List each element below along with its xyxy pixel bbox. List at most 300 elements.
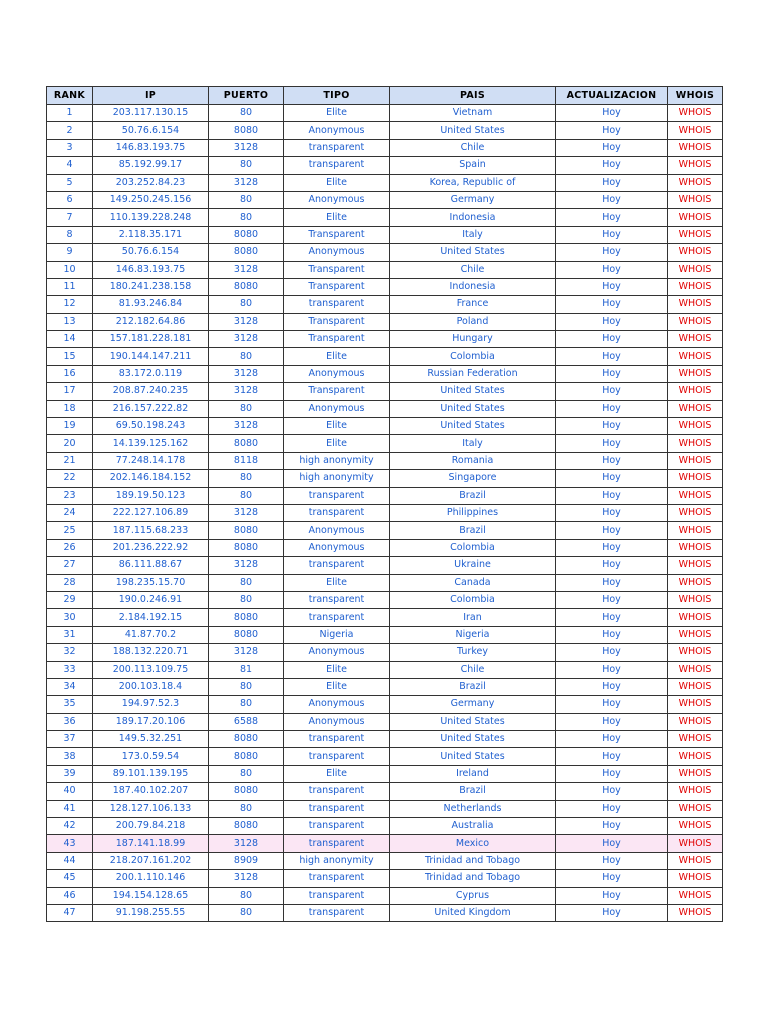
pais-cell: France — [390, 296, 556, 313]
tipo-cell: Anonymous — [284, 400, 390, 417]
pais-cell: United States — [390, 731, 556, 748]
table-row — [47, 226, 723, 243]
whois-link[interactable]: WHOIS — [668, 209, 723, 226]
actualizacion-cell: Hoy — [556, 818, 668, 835]
actualizacion-cell: Hoy — [556, 209, 668, 226]
rank-cell: 40 — [47, 783, 93, 800]
puerto-cell: 80 — [209, 574, 284, 591]
ip-cell: 222.127.106.89 — [93, 504, 209, 521]
tipo-cell: Elite — [284, 435, 390, 452]
ip-cell: 200.103.18.4 — [93, 678, 209, 695]
puerto-cell: 80 — [209, 696, 284, 713]
table-row — [47, 887, 723, 904]
pais-cell: Poland — [390, 313, 556, 330]
tipo-cell: transparent — [284, 835, 390, 852]
table-row — [47, 591, 723, 608]
actualizacion-cell: Hoy — [556, 174, 668, 191]
whois-link[interactable]: WHOIS — [668, 696, 723, 713]
rank-cell: 6 — [47, 191, 93, 208]
actualizacion-cell: Hoy — [556, 748, 668, 765]
table-row — [47, 278, 723, 295]
pais-cell: Russian Federation — [390, 365, 556, 382]
whois-link[interactable]: WHOIS — [668, 661, 723, 678]
actualizacion-cell: Hoy — [556, 870, 668, 887]
table-row — [47, 609, 723, 626]
actualizacion-cell: Hoy — [556, 678, 668, 695]
header-puerto: PUERTO — [209, 87, 284, 105]
whois-link[interactable]: WHOIS — [668, 174, 723, 191]
tipo-cell: transparent — [284, 591, 390, 608]
tipo-cell: transparent — [284, 887, 390, 904]
puerto-cell: 3128 — [209, 835, 284, 852]
table-row — [47, 487, 723, 504]
ip-cell: 202.146.184.152 — [93, 470, 209, 487]
whois-link[interactable]: WHOIS — [668, 365, 723, 382]
rank-cell: 34 — [47, 678, 93, 695]
actualizacion-cell: Hoy — [556, 887, 668, 904]
pais-cell: Mexico — [390, 835, 556, 852]
tipo-cell: Anonymous — [284, 122, 390, 139]
actualizacion-cell: Hoy — [556, 765, 668, 782]
puerto-cell: 8080 — [209, 748, 284, 765]
whois-link[interactable]: WHOIS — [668, 418, 723, 435]
actualizacion-cell: Hoy — [556, 835, 668, 852]
puerto-cell: 80 — [209, 348, 284, 365]
ip-cell: 216.157.222.82 — [93, 400, 209, 417]
whois-link[interactable]: WHOIS — [668, 191, 723, 208]
tipo-cell: transparent — [284, 139, 390, 156]
actualizacion-cell: Hoy — [556, 244, 668, 261]
actualizacion-cell: Hoy — [556, 139, 668, 156]
ip-cell: 200.1.110.146 — [93, 870, 209, 887]
puerto-cell: 80 — [209, 400, 284, 417]
ip-cell: 110.139.228.248 — [93, 209, 209, 226]
whois-link[interactable]: WHOIS — [668, 748, 723, 765]
pais-cell: Netherlands — [390, 800, 556, 817]
puerto-cell: 80 — [209, 105, 284, 122]
tipo-cell: Anonymous — [284, 244, 390, 261]
ip-cell: 189.19.50.123 — [93, 487, 209, 504]
tipo-cell: Elite — [284, 678, 390, 695]
tipo-cell: high anonymity — [284, 470, 390, 487]
whois-link[interactable]: WHOIS — [668, 904, 723, 921]
ip-cell: 173.0.59.54 — [93, 748, 209, 765]
tipo-cell: high anonymity — [284, 852, 390, 869]
rank-cell: 22 — [47, 470, 93, 487]
table-row — [47, 765, 723, 782]
whois-link[interactable]: WHOIS — [668, 626, 723, 643]
puerto-cell: 6588 — [209, 713, 284, 730]
puerto-cell: 3128 — [209, 383, 284, 400]
tipo-cell: Anonymous — [284, 539, 390, 556]
table-row — [47, 800, 723, 817]
puerto-cell: 80 — [209, 800, 284, 817]
table-row — [47, 852, 723, 869]
ip-cell: 69.50.198.243 — [93, 418, 209, 435]
actualizacion-cell: Hoy — [556, 644, 668, 661]
puerto-cell: 8118 — [209, 452, 284, 469]
actualizacion-cell: Hoy — [556, 296, 668, 313]
rank-cell: 4 — [47, 157, 93, 174]
ip-cell: 212.182.64.86 — [93, 313, 209, 330]
puerto-cell: 8080 — [209, 626, 284, 643]
ip-cell: 200.79.84.218 — [93, 818, 209, 835]
rank-cell: 33 — [47, 661, 93, 678]
pais-cell: Indonesia — [390, 278, 556, 295]
puerto-cell: 8080 — [209, 122, 284, 139]
actualizacion-cell: Hoy — [556, 313, 668, 330]
pais-cell: Germany — [390, 191, 556, 208]
pais-cell: Italy — [390, 226, 556, 243]
tipo-cell: Elite — [284, 348, 390, 365]
puerto-cell: 3128 — [209, 139, 284, 156]
tipo-cell: transparent — [284, 870, 390, 887]
ip-cell: 41.87.70.2 — [93, 626, 209, 643]
actualizacion-cell: Hoy — [556, 574, 668, 591]
puerto-cell: 8080 — [209, 278, 284, 295]
whois-link[interactable]: WHOIS — [668, 557, 723, 574]
pais-cell: Colombia — [390, 348, 556, 365]
pais-cell: Ireland — [390, 765, 556, 782]
tipo-cell: transparent — [284, 783, 390, 800]
ip-cell: 194.97.52.3 — [93, 696, 209, 713]
rank-cell: 18 — [47, 400, 93, 417]
actualizacion-cell: Hoy — [556, 226, 668, 243]
whois-link[interactable]: WHOIS — [668, 278, 723, 295]
whois-link[interactable]: WHOIS — [668, 835, 723, 852]
whois-link[interactable]: WHOIS — [668, 574, 723, 591]
table-row — [47, 870, 723, 887]
tipo-cell: Transparent — [284, 261, 390, 278]
rank-cell: 9 — [47, 244, 93, 261]
pais-cell: Spain — [390, 157, 556, 174]
actualizacion-cell: Hoy — [556, 348, 668, 365]
tipo-cell: Transparent — [284, 383, 390, 400]
whois-link[interactable]: WHOIS — [668, 331, 723, 348]
tipo-cell: transparent — [284, 157, 390, 174]
whois-link[interactable]: WHOIS — [668, 539, 723, 556]
table-row — [47, 191, 723, 208]
table-row — [47, 904, 723, 921]
tipo-cell: Nigeria — [284, 626, 390, 643]
actualizacion-cell: Hoy — [556, 331, 668, 348]
puerto-cell: 8080 — [209, 244, 284, 261]
pais-cell: Brazil — [390, 783, 556, 800]
puerto-cell: 8080 — [209, 435, 284, 452]
ip-cell: 81.93.246.84 — [93, 296, 209, 313]
table-row — [47, 835, 723, 852]
table-row — [47, 470, 723, 487]
table-row — [47, 626, 723, 643]
whois-link[interactable]: WHOIS — [668, 122, 723, 139]
puerto-cell: 3128 — [209, 365, 284, 382]
puerto-cell: 8080 — [209, 226, 284, 243]
rank-cell: 31 — [47, 626, 93, 643]
actualizacion-cell: Hoy — [556, 591, 668, 608]
whois-link[interactable]: WHOIS — [668, 139, 723, 156]
rank-cell: 27 — [47, 557, 93, 574]
rank-cell: 20 — [47, 435, 93, 452]
ip-cell: 218.207.161.202 — [93, 852, 209, 869]
pais-cell: Australia — [390, 818, 556, 835]
whois-link[interactable]: WHOIS — [668, 800, 723, 817]
table-row — [47, 539, 723, 556]
whois-link[interactable]: WHOIS — [668, 783, 723, 800]
rank-cell: 32 — [47, 644, 93, 661]
ip-cell: 187.115.68.233 — [93, 522, 209, 539]
header-actualizacion: ACTUALIZACION — [556, 87, 668, 105]
ip-cell: 146.83.193.75 — [93, 139, 209, 156]
whois-link[interactable]: WHOIS — [668, 400, 723, 417]
table-row — [47, 122, 723, 139]
rank-cell: 36 — [47, 713, 93, 730]
whois-link[interactable]: WHOIS — [668, 261, 723, 278]
rank-cell: 30 — [47, 609, 93, 626]
whois-link[interactable]: WHOIS — [668, 105, 723, 122]
tipo-cell: Elite — [284, 174, 390, 191]
rank-cell: 16 — [47, 365, 93, 382]
actualizacion-cell: Hoy — [556, 487, 668, 504]
pais-cell: Canada — [390, 574, 556, 591]
tipo-cell: transparent — [284, 904, 390, 921]
ip-cell: 128.127.106.133 — [93, 800, 209, 817]
ip-cell: 198.235.15.70 — [93, 574, 209, 591]
tipo-cell: Anonymous — [284, 644, 390, 661]
ip-cell: 157.181.228.181 — [93, 331, 209, 348]
whois-link[interactable]: WHOIS — [668, 383, 723, 400]
table-row — [47, 435, 723, 452]
actualizacion-cell: Hoy — [556, 122, 668, 139]
pais-cell: Brazil — [390, 678, 556, 695]
ip-cell: 2.118.35.171 — [93, 226, 209, 243]
actualizacion-cell: Hoy — [556, 522, 668, 539]
rank-cell: 7 — [47, 209, 93, 226]
tipo-cell: transparent — [284, 609, 390, 626]
puerto-cell: 80 — [209, 157, 284, 174]
rank-cell: 5 — [47, 174, 93, 191]
rank-cell: 12 — [47, 296, 93, 313]
table-row — [47, 383, 723, 400]
tipo-cell: transparent — [284, 818, 390, 835]
rank-cell: 8 — [47, 226, 93, 243]
table-row — [47, 400, 723, 417]
rank-cell: 46 — [47, 887, 93, 904]
rank-cell: 41 — [47, 800, 93, 817]
tipo-cell: Transparent — [284, 226, 390, 243]
actualizacion-cell: Hoy — [556, 661, 668, 678]
ip-cell: 187.40.102.207 — [93, 783, 209, 800]
pais-cell: Singapore — [390, 470, 556, 487]
actualizacion-cell: Hoy — [556, 365, 668, 382]
pais-cell: United States — [390, 418, 556, 435]
pais-cell: Hungary — [390, 331, 556, 348]
table-row — [47, 157, 723, 174]
puerto-cell: 80 — [209, 487, 284, 504]
ip-cell: 50.76.6.154 — [93, 122, 209, 139]
tipo-cell: transparent — [284, 731, 390, 748]
actualizacion-cell: Hoy — [556, 105, 668, 122]
table-row — [47, 331, 723, 348]
rank-cell: 3 — [47, 139, 93, 156]
table-row — [47, 644, 723, 661]
whois-link[interactable]: WHOIS — [668, 678, 723, 695]
whois-link[interactable]: WHOIS — [668, 609, 723, 626]
rank-cell: 26 — [47, 539, 93, 556]
puerto-cell: 80 — [209, 904, 284, 921]
ip-cell: 187.141.18.99 — [93, 835, 209, 852]
tipo-cell: Transparent — [284, 278, 390, 295]
puerto-cell: 8080 — [209, 818, 284, 835]
puerto-cell: 3128 — [209, 331, 284, 348]
rank-cell: 38 — [47, 748, 93, 765]
actualizacion-cell: Hoy — [556, 904, 668, 921]
whois-link[interactable]: WHOIS — [668, 296, 723, 313]
tipo-cell: Anonymous — [284, 522, 390, 539]
table-row — [47, 348, 723, 365]
table-row — [47, 139, 723, 156]
rank-cell: 39 — [47, 765, 93, 782]
pais-cell: United Kingdom — [390, 904, 556, 921]
actualizacion-cell: Hoy — [556, 278, 668, 295]
whois-link[interactable]: WHOIS — [668, 713, 723, 730]
pais-cell: Indonesia — [390, 209, 556, 226]
table-row — [47, 209, 723, 226]
puerto-cell: 8080 — [209, 539, 284, 556]
tipo-cell: Transparent — [284, 331, 390, 348]
table-row — [47, 731, 723, 748]
whois-link[interactable]: WHOIS — [668, 244, 723, 261]
actualizacion-cell: Hoy — [556, 783, 668, 800]
pais-cell: Chile — [390, 139, 556, 156]
whois-link[interactable]: WHOIS — [668, 522, 723, 539]
rank-cell: 15 — [47, 348, 93, 365]
rank-cell: 29 — [47, 591, 93, 608]
ip-cell: 50.76.6.154 — [93, 244, 209, 261]
pais-cell: Colombia — [390, 539, 556, 556]
pais-cell: Philippines — [390, 504, 556, 521]
puerto-cell: 81 — [209, 661, 284, 678]
whois-link[interactable]: WHOIS — [668, 870, 723, 887]
tipo-cell: transparent — [284, 557, 390, 574]
tipo-cell: high anonymity — [284, 452, 390, 469]
actualizacion-cell: Hoy — [556, 539, 668, 556]
proxy-list-table — [46, 86, 723, 922]
whois-link[interactable]: WHOIS — [668, 487, 723, 504]
rank-cell: 25 — [47, 522, 93, 539]
pais-cell: United States — [390, 748, 556, 765]
actualizacion-cell: Hoy — [556, 852, 668, 869]
tipo-cell: Elite — [284, 661, 390, 678]
pais-cell: Vietnam — [390, 105, 556, 122]
tipo-cell: transparent — [284, 487, 390, 504]
puerto-cell: 80 — [209, 296, 284, 313]
table-body — [47, 105, 723, 922]
tipo-cell: Anonymous — [284, 365, 390, 382]
pais-cell: United States — [390, 400, 556, 417]
whois-link[interactable]: WHOIS — [668, 731, 723, 748]
tipo-cell: Elite — [284, 105, 390, 122]
pais-cell: Brazil — [390, 522, 556, 539]
whois-link[interactable]: WHOIS — [668, 765, 723, 782]
whois-link[interactable]: WHOIS — [668, 644, 723, 661]
rank-cell: 28 — [47, 574, 93, 591]
pais-cell: Ukraine — [390, 557, 556, 574]
pais-cell: Trinidad and Tobago — [390, 870, 556, 887]
puerto-cell: 80 — [209, 191, 284, 208]
header-ip: IP — [93, 87, 209, 105]
ip-cell: 201.236.222.92 — [93, 539, 209, 556]
puerto-cell: 80 — [209, 678, 284, 695]
ip-cell: 83.172.0.119 — [93, 365, 209, 382]
rank-cell: 1 — [47, 105, 93, 122]
pais-cell: Korea, Republic of — [390, 174, 556, 191]
tipo-cell: Elite — [284, 765, 390, 782]
ip-cell: 190.144.147.211 — [93, 348, 209, 365]
whois-link[interactable]: WHOIS — [668, 226, 723, 243]
whois-link[interactable]: WHOIS — [668, 313, 723, 330]
ip-cell: 189.17.20.106 — [93, 713, 209, 730]
header-whois: WHOIS — [668, 87, 723, 105]
table-row — [47, 748, 723, 765]
header-row — [47, 87, 723, 105]
table-row — [47, 783, 723, 800]
ip-cell: 203.117.130.15 — [93, 105, 209, 122]
rank-cell: 43 — [47, 835, 93, 852]
ip-cell: 180.241.238.158 — [93, 278, 209, 295]
whois-link[interactable]: WHOIS — [668, 157, 723, 174]
actualizacion-cell: Hoy — [556, 157, 668, 174]
whois-link[interactable]: WHOIS — [668, 818, 723, 835]
ip-cell: 149.250.245.156 — [93, 191, 209, 208]
ip-cell: 208.87.240.235 — [93, 383, 209, 400]
whois-link[interactable]: WHOIS — [668, 470, 723, 487]
whois-link[interactable]: WHOIS — [668, 887, 723, 904]
actualizacion-cell: Hoy — [556, 557, 668, 574]
tipo-cell: Anonymous — [284, 696, 390, 713]
pais-cell: United States — [390, 383, 556, 400]
ip-cell: 188.132.220.71 — [93, 644, 209, 661]
ip-cell: 203.252.84.23 — [93, 174, 209, 191]
ip-cell: 86.111.88.67 — [93, 557, 209, 574]
whois-link[interactable]: WHOIS — [668, 591, 723, 608]
rank-cell: 42 — [47, 818, 93, 835]
pais-cell: Colombia — [390, 591, 556, 608]
table-row — [47, 504, 723, 521]
whois-link[interactable]: WHOIS — [668, 852, 723, 869]
header-rank: RANK — [47, 87, 93, 105]
actualizacion-cell: Hoy — [556, 800, 668, 817]
whois-link[interactable]: WHOIS — [668, 435, 723, 452]
tipo-cell: transparent — [284, 748, 390, 765]
whois-link[interactable]: WHOIS — [668, 348, 723, 365]
actualizacion-cell: Hoy — [556, 400, 668, 417]
rank-cell: 47 — [47, 904, 93, 921]
ip-cell: 77.248.14.178 — [93, 452, 209, 469]
whois-link[interactable]: WHOIS — [668, 452, 723, 469]
ip-cell: 14.139.125.162 — [93, 435, 209, 452]
tipo-cell: Anonymous — [284, 713, 390, 730]
rank-cell: 2 — [47, 122, 93, 139]
rank-cell: 10 — [47, 261, 93, 278]
puerto-cell: 8909 — [209, 852, 284, 869]
whois-link[interactable]: WHOIS — [668, 504, 723, 521]
header-pais: PAIS — [390, 87, 556, 105]
puerto-cell: 3128 — [209, 313, 284, 330]
pais-cell: Turkey — [390, 644, 556, 661]
puerto-cell: 80 — [209, 765, 284, 782]
rank-cell: 19 — [47, 418, 93, 435]
actualizacion-cell: Hoy — [556, 452, 668, 469]
